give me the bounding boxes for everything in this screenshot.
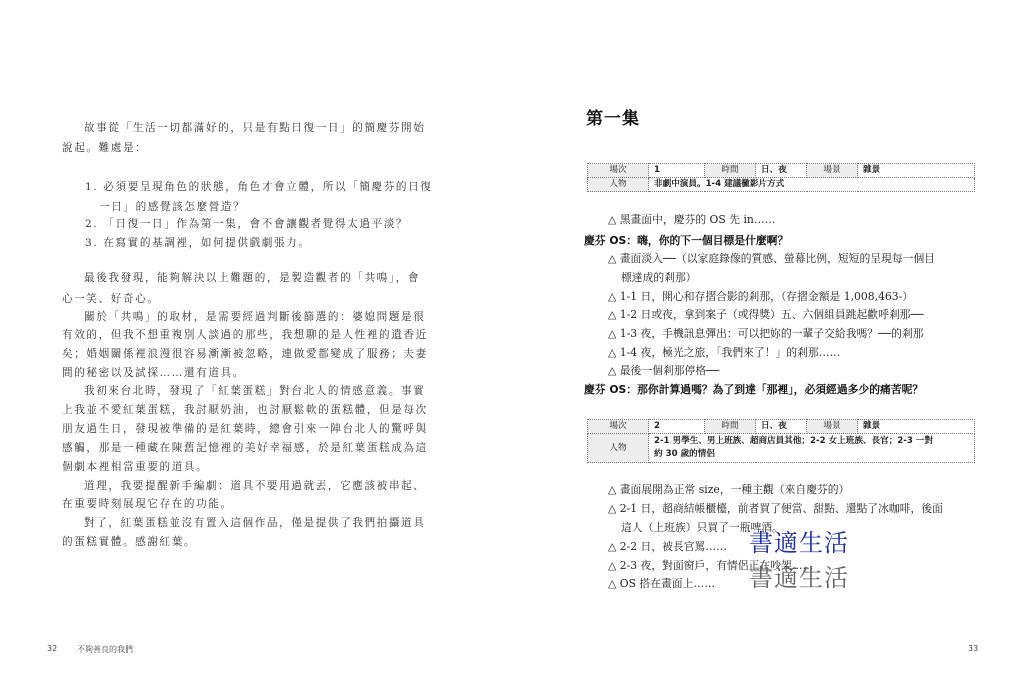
paragraph-line: 感觸，那是一種藏在陳舊記憶裡的美好幸福感，於是紅葉蛋糕成為這 [62, 442, 428, 454]
script-line: △ 黑畫面中，慶芬的 OS 先 in…… [608, 213, 776, 226]
people-label: 人物 [588, 434, 649, 463]
people-value [649, 434, 975, 463]
paragraph-line: 對了，紅葉蛋糕並沒有置入這個作品，僅是提供了我們拍攝道具 [84, 517, 426, 529]
paragraph-line: 個劇本裡相當重要的道具。 [62, 461, 209, 473]
place-label: 場景 [807, 164, 858, 178]
paragraph-line: 關於「共鳴」的取材，是需要經過判斷後篩選的：婆媳問題是很 [84, 311, 426, 323]
people-label: 人物 [588, 178, 649, 192]
script-line: △ 2-1 日，超商結帳櫃檯，前者買了便當、甜點、還點了冰咖啡，後面 [608, 502, 943, 515]
paragraph-line: 心一笑、好奇心。 [62, 293, 160, 305]
people-value: 非劇中演員。1-4 建議黴影片方式 [649, 178, 975, 192]
script-line: △ 畫面展開為正常 size，一種主觀（來自慶芬的） [608, 483, 850, 496]
script-line: △ 1-3 夜，手機訊息彈出：可以把妳的一輩子交給我嗎？──的剎那 [608, 327, 924, 340]
scene-table-2 [587, 419, 975, 463]
watermark: 書適生活 [749, 529, 849, 557]
scene-table-1 [587, 163, 975, 192]
paragraph-line: 說起。難處是： [62, 142, 148, 154]
script-line: 標達成的剎那） [621, 271, 697, 284]
place-value: 雜景 [858, 420, 975, 434]
paragraph-line: 在重要時刻展現它存在的功能。 [62, 498, 233, 510]
page-number: 33 [968, 644, 979, 653]
paragraph-line: 道理，我要提醒新手編劇：道具不要用過就丟，它應該被串起、 [84, 480, 426, 492]
script-line: △ 1-1 日，開心和存摺合影的剎那，（存摺金額是 1,008,463-） [608, 290, 914, 303]
paragraph-line: 上我並不愛紅葉蛋糕，我討厭奶油，也討厭鬆軟的蛋糕體，但是每次 [62, 404, 428, 416]
paragraph-line: 朋友過生日，發現被準備的是紅葉時，總會引來一陣台北人的驚呼與 [62, 423, 428, 435]
list-item-line: 2. 「日復一日」作為第一集，會不會讓觀者覺得太過平淡？ [85, 218, 409, 230]
paragraph-line: 有效的，但我不想重複別人談過的那些，我想聊的是人性裡的遺香近 [62, 329, 428, 341]
watermark-shadow: 書適生活 [749, 564, 849, 592]
dialogue-line: 慶芬 OS：那你計算過嗎？為了到達「那裡」，必須經過多少的痛苦呢？ [584, 383, 924, 396]
time-label: 時間 [705, 420, 756, 434]
list-item-line: 1. 必須要呈現角色的狀態，角色才會立體，所以「簡慶芬的日復 [85, 181, 433, 193]
scene-number: 2 [649, 420, 705, 434]
scene-label: 場次 [588, 420, 649, 434]
time-value: 日、夜 [756, 420, 807, 434]
paragraph-line: 的蛋糕實體。感謝紅葉。 [62, 536, 197, 548]
right-page [512, 0, 1024, 693]
list-item-line: 3. 在寫實的基調裡，如何提供戲劇張力。 [85, 237, 311, 249]
place-value: 雜景 [858, 164, 975, 178]
script-line: 這人（上班族）只買了一瓶啤酒。 [621, 521, 783, 534]
paragraph-line: 間的秘密以及試探……還有道具。 [62, 367, 245, 379]
script-line: △ 畫面淡入──（以家庭錄像的質感、螢幕比例，短短的呈現每一個目 [608, 252, 936, 265]
paragraph-line: 故事從「生活一切都滿好的，只是有點日復一日」的簡慶芬開始 [84, 122, 426, 134]
time-label: 時間 [705, 164, 756, 178]
paragraph-line: 我初來台北時，發現了「紅葉蛋糕」對台北人的情感意義。事實 [84, 385, 426, 397]
scene-label: 場次 [588, 164, 649, 178]
people-line: 約 30 歲的情侶 [654, 449, 715, 459]
episode-title: 第一集 [586, 109, 640, 129]
scene-number: 1 [649, 164, 705, 178]
paragraph-line: 最後我發現，能夠解決以上難題的，是製造觀者的「共鳴」，會 [84, 272, 421, 284]
script-line: △ 2-3 夜，對面窗戶，有情侶正在吵架…… [608, 559, 814, 572]
time-value: 日、夜 [756, 164, 807, 178]
script-line: △ 2-2 日，被長官罵…… [608, 540, 727, 553]
place-label: 場景 [807, 420, 858, 434]
people-line: 2-1 男學生、男上班族、超商店員其他；2-2 女上班族、長官；2-3 一對 [654, 436, 933, 446]
list-item-line: 一日」的感覺該怎麼營造？ [99, 201, 246, 213]
script-line: △ OS 搭在畫面上…… [608, 577, 715, 590]
paragraph-line: 矣；婚姻關係裡浪漫很容易漸漸被忽略，連做愛都變成了服務；夫妻 [62, 348, 428, 360]
dialogue-line: 慶芬 OS：嗨，你的下一個目標是什麼啊？ [584, 234, 789, 247]
script-line: △ 1-4 夜，極光之旅，「我們來了！」的剎那…… [608, 346, 841, 359]
page-number: 32 [47, 644, 58, 653]
script-line: △ 1-2 日或夜，拿到案子（或得獎）五、六個組員跳起歡呼剎那── [608, 308, 924, 321]
script-line: △ 最後一個剎那停格── [608, 364, 720, 377]
running-title: 不夠善良的我們 [77, 645, 133, 654]
